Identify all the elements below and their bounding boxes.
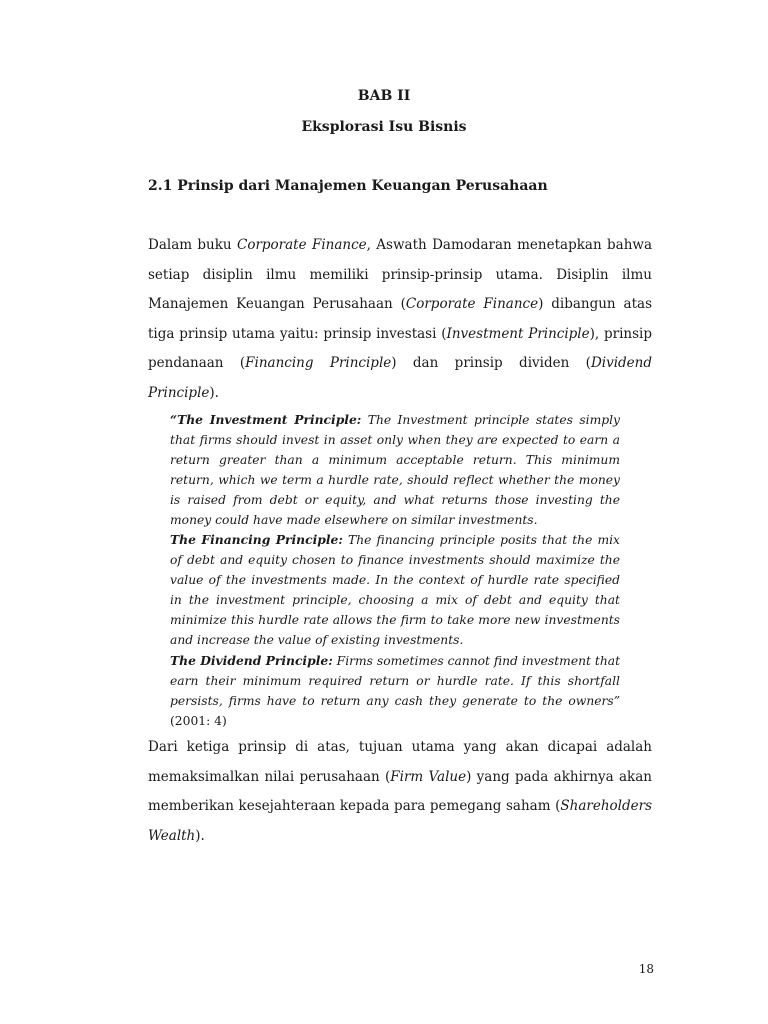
conclusion-text-1: Dari ketiga prinsip di atas, tujuan utama yang akan dicapai adalah memaksimalkan nilai perusahaan ( xyxy=(148,739,652,785)
intro-paragraph xyxy=(148,231,652,408)
intro-italic-dividend-principle: Dividend Principle xyxy=(148,355,653,401)
quote-investment-principle xyxy=(170,410,620,530)
conclusion-paragraph xyxy=(148,733,652,851)
dividend-principle-text: Firms sometimes cannot find investment that earn their minimum required return or hurdle rate. If this shortfall persists, firms have to return any cash they generate to the owners” xyxy=(170,653,621,708)
financing-principle-label: The Financing Principle: xyxy=(170,532,343,548)
dividend-principle-label: The Dividend Principle: xyxy=(170,652,333,668)
quote-financing-principle xyxy=(170,530,620,650)
page-number: 18 xyxy=(638,962,654,976)
section-heading: 2.1 Prinsip dari Manajemen Keuangan Perusahaan xyxy=(148,178,548,194)
conclusion-text-2: ) yang pada akhirnya akan memberikan kesejahteraan kepada para pemegang saham ( xyxy=(148,768,652,814)
financing-principle-text: The financing principle posits that the mix of debt and equity chosen to finance investments should maximize the value of the investments made. In the context of hurdle rate specified in the investment principle, choosing a mix of debt and equity that minimize this hurdle rate allows the firm to take more new investments and increase the value of existing investments. xyxy=(170,533,620,647)
intro-italic-corporate-finance: Corporate Finance xyxy=(237,237,367,253)
quote-citation: (2001: 4) xyxy=(170,713,227,728)
quote-dividend-principle xyxy=(170,651,620,732)
intro-text-1: Dalam buku xyxy=(148,237,237,253)
conclusion-text-3: ). xyxy=(195,827,205,844)
chapter-title: Eksplorasi Isu Bisnis xyxy=(301,119,467,135)
intro-text-6: ). xyxy=(209,384,219,401)
intro-italic-corporate-finance-2: Corporate Finance xyxy=(405,296,539,312)
intro-text-2: , Aswath Damodaran menetapkan bahwa setiap disiplin ilmu memiliki prinsip-prinsip utama. Disiplin ilmu Manajemen Keuangan Perusahaan ( xyxy=(148,237,652,312)
intro-text-4: ), prinsip pendanaan ( xyxy=(148,325,652,371)
intro-text-5: ) dan prinsip dividen ( xyxy=(391,355,591,371)
chapter-heading: BAB II xyxy=(357,88,411,104)
investment-principle-text: The Investment principle states simply that firms should invest in asset only when they are expected to earn a return greater than a minimum acceptable return. This minimum return, which we term a hurdle rate, should reflect whether the money is raised from debt or equity, and what returns those investing the money could have made elsewhere on similar investments. xyxy=(170,413,620,527)
conclusion-italic-firm-value: Firm Value xyxy=(390,768,467,785)
conclusion-italic-shareholders-wealth: Shareholders Wealth xyxy=(148,798,652,844)
intro-text-3: ) dibangun atas tiga prinsip utama yaitu: prinsip investasi ( xyxy=(148,296,652,342)
intro-italic-financing-principle: Financing Principle xyxy=(245,355,392,371)
investment-principle-label: “The Investment Principle: xyxy=(170,412,362,427)
intro-italic-investment-principle: Investment Principle xyxy=(446,325,590,342)
block-quote xyxy=(170,410,620,732)
